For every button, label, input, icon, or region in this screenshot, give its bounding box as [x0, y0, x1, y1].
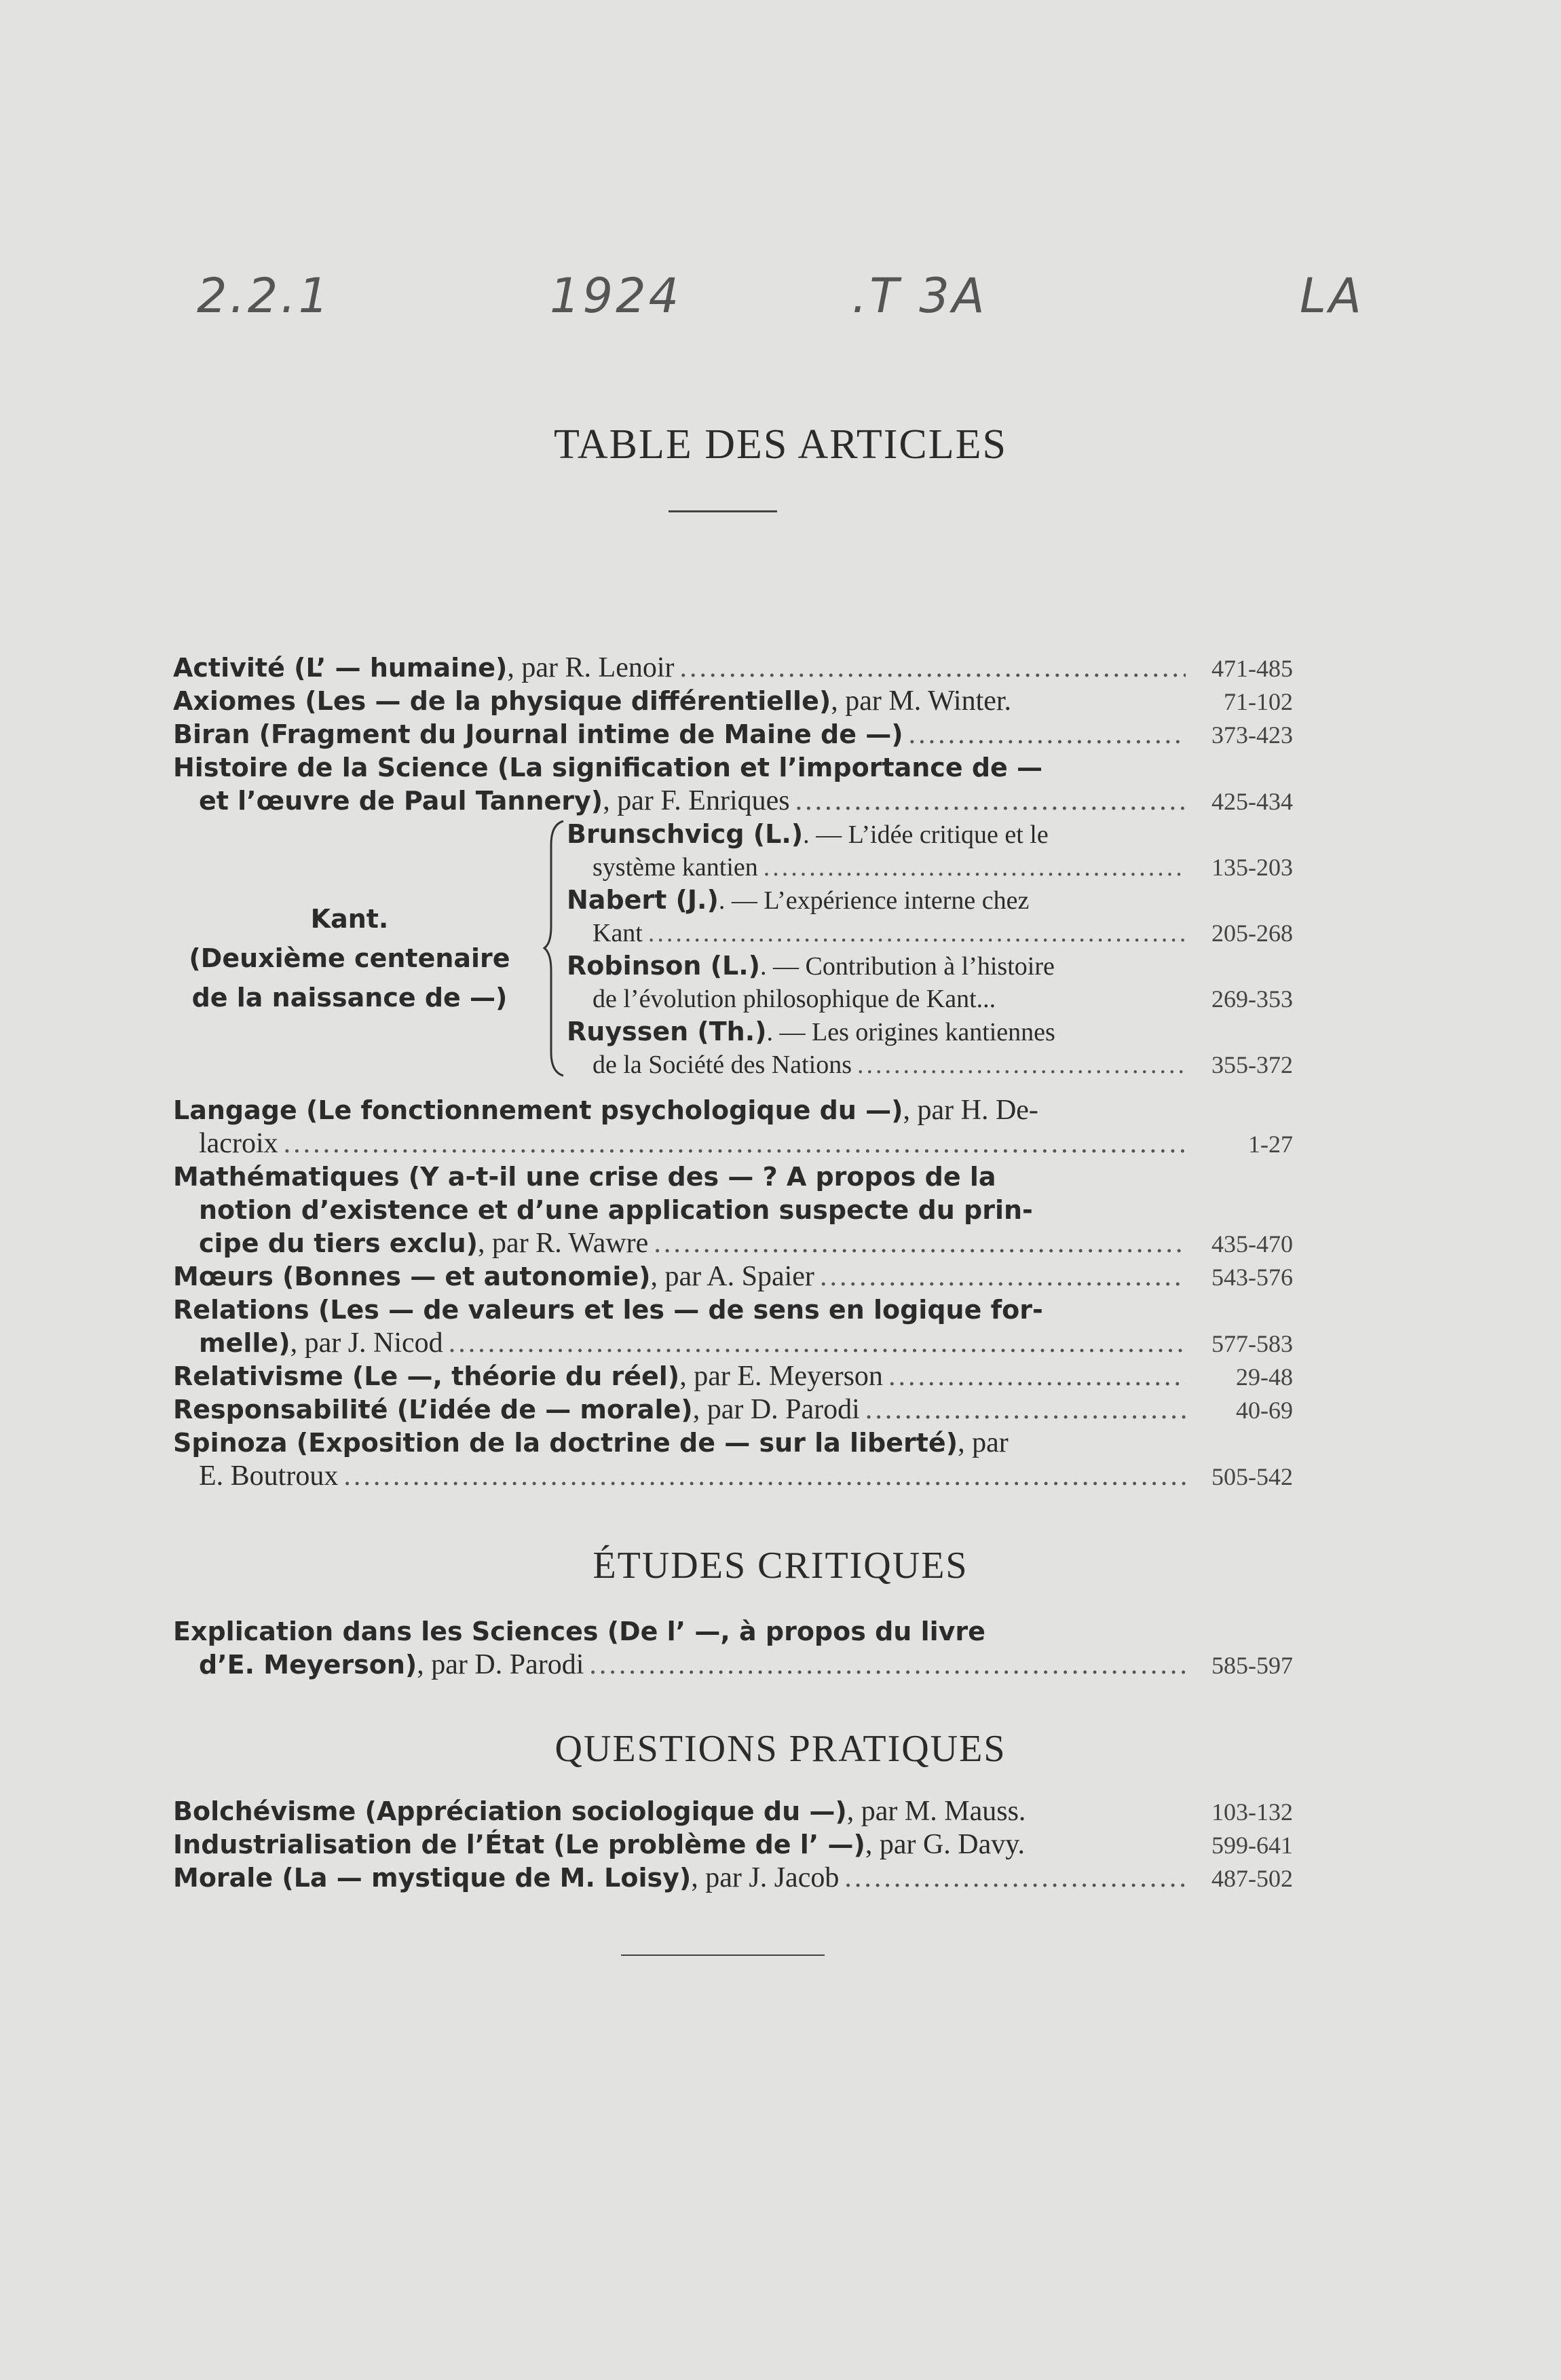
- page-range: 40-69: [1236, 1397, 1293, 1424]
- page-range: 355-372: [1211, 1051, 1293, 1078]
- kant-group: [173, 818, 1293, 1079]
- handwritten-note: 2.2.1: [197, 268, 332, 324]
- page-range: 71-102: [1224, 688, 1293, 715]
- page-range: 487-502: [1211, 1865, 1293, 1892]
- brace-icon: [543, 818, 570, 1079]
- article-entry: Spinoza (Exposition de la doctrine de — sur la liberté), par E. Boutroux ..... 505-542: [173, 1427, 1293, 1494]
- article-entry: Mathématiques (Y a-t-il une crise des — ? A propos de la notion d’existence et d’une application suspecte du prin- cipe du tiers exclu), par R. Wawre ..... 435-470: [173, 1160, 1293, 1261]
- article-entry: Relativisme (Le —, théorie du réel), par E. Meyerson ..... 29-48: [173, 1360, 1293, 1394]
- handwritten-note: LA: [1300, 268, 1364, 324]
- page-range: 435-470: [1211, 1230, 1293, 1258]
- article-entry: Responsabilité (L’idée de — morale), par D. Parodi ..... 40-69: [173, 1393, 1293, 1427]
- handwritten-note: 1924: [550, 268, 682, 324]
- article-entry: Histoire de la Science (La signification et l’importance de — et l’œuvre de Paul Tannery), par F. Enriques ..... 425-434: [173, 751, 1293, 818]
- page-range: 585-597: [1211, 1652, 1293, 1679]
- article-entry: Biran (Fragment du Journal intime de Maine de —) ..... 373-423: [173, 718, 1293, 752]
- page-title: TABLE DES ARTICLES: [554, 421, 1007, 468]
- page-range: 373-423: [1211, 721, 1293, 749]
- page-range: 205-268: [1211, 920, 1293, 947]
- article-entry: Ruyssen (Th.). — Les origines kantiennes de la Société des Nations ..... 355-372: [567, 1015, 1293, 1081]
- section-title: QUESTIONS PRATIQUES: [554, 1728, 1007, 1770]
- article-entry: Robinson (L.). — Contribution à l’histoire de l’évolution philosophique de Kant... 269-353: [567, 949, 1293, 1015]
- article-entry: Bolchévisme (Appréciation sociologique du —), par M. Mauss. 103-132: [173, 1795, 1293, 1829]
- page-range: 425-434: [1211, 788, 1293, 815]
- page-range: 599-641: [1211, 1832, 1293, 1859]
- article-entry: Axiomes (Les — de la physique différentielle), par M. Winter. 71-102: [173, 685, 1293, 719]
- article-entry: Brunschvicg (L.). — L’idée critique et le système kantien ..... 135-203: [567, 818, 1293, 884]
- page-range: 471-485: [1211, 655, 1293, 682]
- page-range: 103-132: [1211, 1798, 1293, 1826]
- page-range: 135-203: [1211, 854, 1293, 881]
- kant-label: Kant. (Deuxième centenaire de la naissance de —): [189, 904, 510, 1013]
- article-entry: Nabert (J.). — L’expérience interne chez Kant ..... 205-268: [567, 884, 1293, 949]
- section-title: ÉTUDES CRITIQUES: [593, 1545, 968, 1587]
- article-entry: Mœurs (Bonnes — et autonomie), par A. Spaier ..... 543-576: [173, 1260, 1293, 1294]
- page-range: 505-542: [1211, 1463, 1293, 1490]
- article-entry: Activité (L’ — humaine), par R. Lenoir ..... 471-485: [173, 651, 1293, 685]
- kant-articles: [567, 818, 1293, 1081]
- page-range: 543-576: [1211, 1264, 1293, 1291]
- page-range: 269-353: [1211, 985, 1293, 1013]
- article-entry: Langage (Le fonctionnement psychologique du —), par H. De- lacroix ..... 1-27: [173, 1094, 1293, 1161]
- title-rule: [669, 510, 777, 512]
- article-entry: Morale (La — mystique de M. Loisy), par J. Jacob ..... 487-502: [173, 1862, 1293, 1895]
- page-range: 577-583: [1211, 1330, 1293, 1357]
- article-entry: Relations (Les — de valeurs et les — de sens en logique for- melle), par J. Nicod ..... 577-583: [173, 1293, 1293, 1361]
- page-range: 29-48: [1236, 1363, 1293, 1391]
- handwritten-note: .T 3A: [852, 268, 988, 324]
- article-entry: Industrialisation de l’État (Le problème de l’ —), par G. Davy. 599-641: [173, 1828, 1293, 1862]
- closing-rule: [621, 1954, 825, 1956]
- article-entry: Explication dans les Sciences (De l’ —, à propos du livre d’E. Meyerson), par D. Parodi ..... 585-597: [173, 1615, 1293, 1682]
- page-range: 1-27: [1248, 1131, 1293, 1158]
